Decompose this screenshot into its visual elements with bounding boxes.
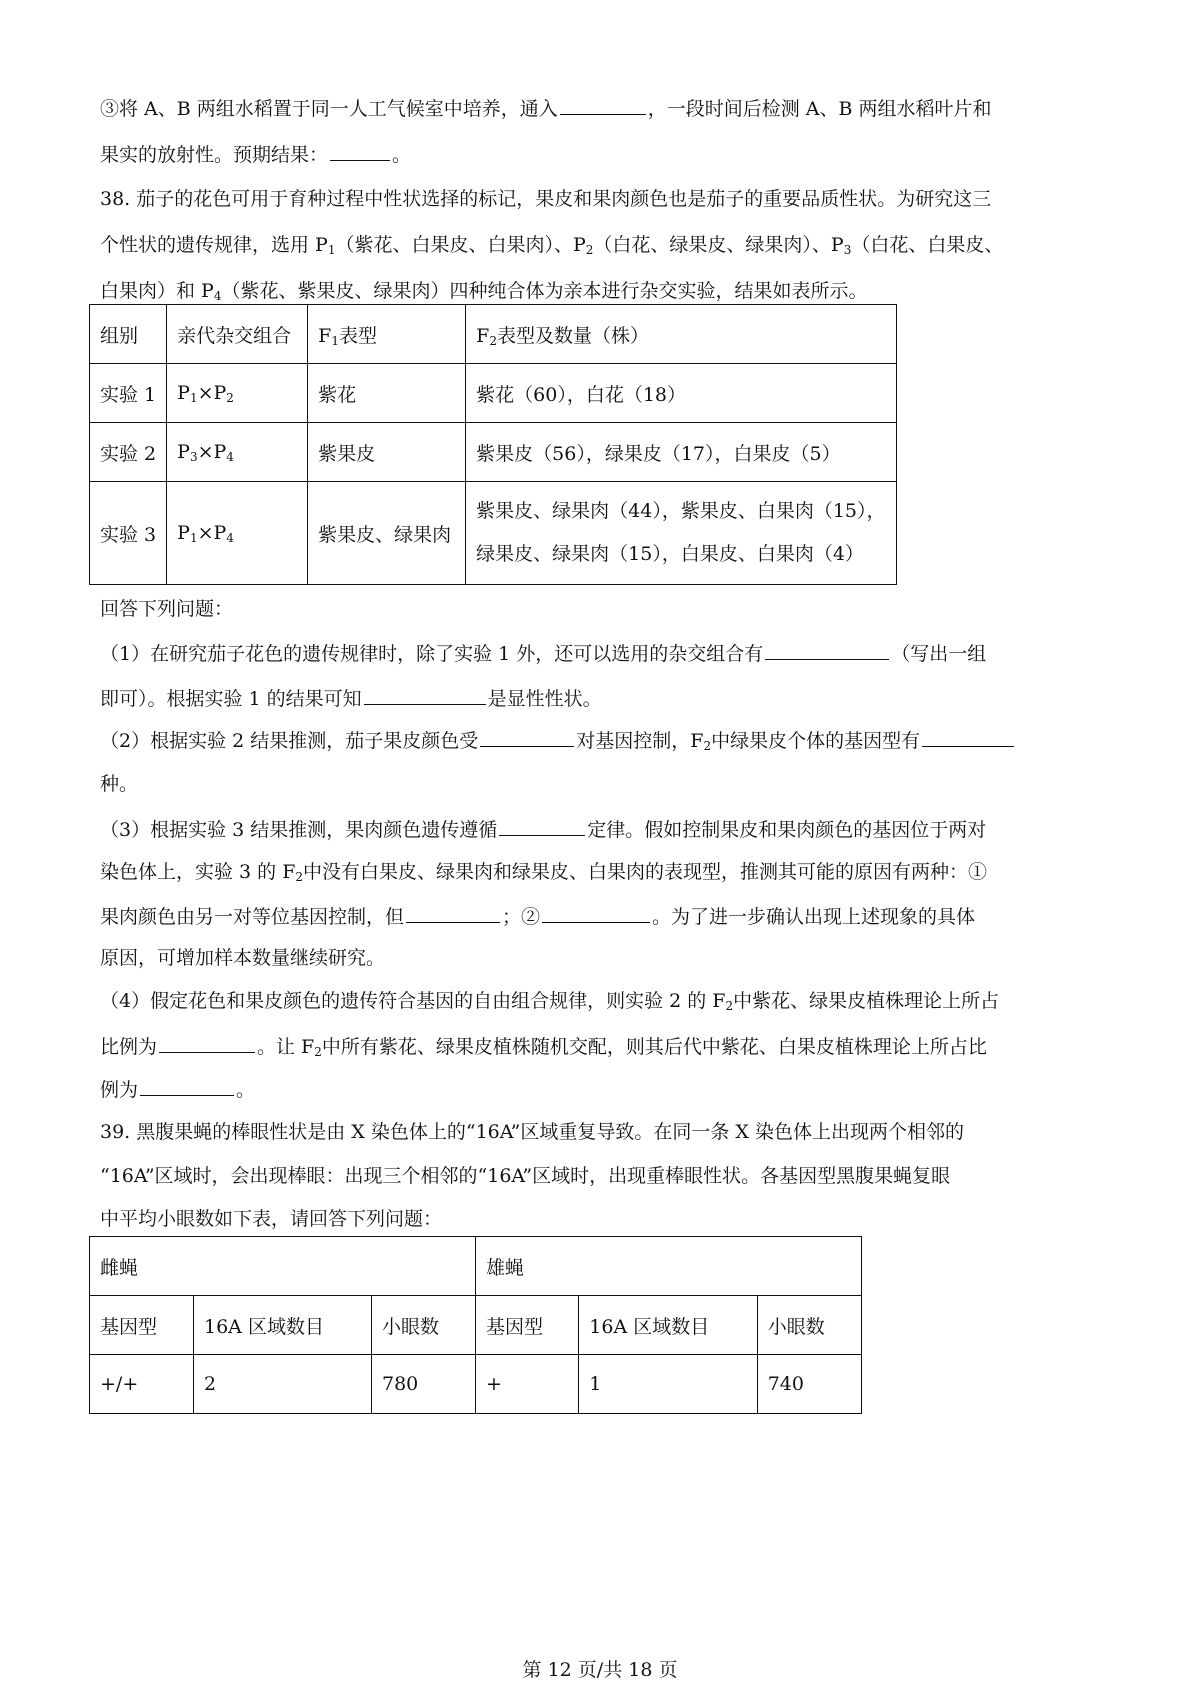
header-male: 雄蝇	[476, 1237, 862, 1296]
text: 绿果皮、绿果肉（15），白果皮、白果肉（4）	[476, 543, 864, 565]
subscript: 1	[331, 333, 339, 348]
q39-line-2	[100, 1164, 950, 1188]
cell-group: 实验 3	[90, 482, 167, 585]
header-genotype: 基因型	[476, 1296, 579, 1355]
text: 种。	[100, 773, 139, 795]
answer-blank[interactable]	[330, 141, 390, 161]
text: 39. 黑腹果蝇的棒眼性状是由 X 染色体上的“16A”区域重复导致。在同一条 X 染色体上出现两个相邻的	[100, 1121, 965, 1143]
subscript: 4	[213, 289, 222, 303]
text: P	[177, 522, 190, 544]
cell-cross	[167, 423, 308, 482]
q38-part4-line-1	[100, 989, 999, 1013]
q38-intro-line-3	[100, 279, 867, 303]
q38-intro-line-1	[100, 187, 991, 211]
text: （1）在研究茄子花色的遗传规律时，除了实验 1 外，还可以选用的杂交组合有	[100, 643, 764, 665]
text: P	[213, 382, 227, 404]
table-header-row	[90, 1237, 862, 1296]
subscript: 2	[703, 739, 712, 753]
q38-part3-line-4	[100, 946, 385, 970]
subscript: 2	[725, 999, 734, 1013]
q38-part3-line-2	[100, 860, 987, 884]
answer-blank[interactable]	[364, 685, 486, 705]
text: （紫花、紫果皮、绿果肉）四种纯合体为亲本进行杂交实验，结果如表所示。	[221, 280, 868, 302]
header-16a-count: 16A 区域数目	[579, 1296, 757, 1355]
answer-blank[interactable]	[560, 95, 646, 115]
q37-line-2	[100, 141, 411, 167]
text: （4）假定花色和果皮颜色的遗传符合基因的自由组合规律，则实验 2 的 F	[100, 990, 726, 1012]
text: P	[213, 522, 227, 544]
text: 果肉颜色由另一对等位基因控制，但	[100, 906, 405, 928]
text: 是显性性状。	[487, 688, 602, 710]
q38-part3-line-3	[100, 903, 975, 929]
table-subheader-row	[90, 1296, 862, 1355]
text: 中绿果皮个体的基因型有	[711, 730, 921, 752]
text: 中所有紫花、绿果皮植株随机交配，则其后代中紫花、白果皮植株理论上所占比	[321, 1036, 987, 1058]
cell-f1: 紫花	[308, 364, 466, 423]
text: P	[177, 441, 190, 463]
header-f1	[308, 305, 466, 364]
header-female: 雌蝇	[90, 1237, 476, 1296]
subscript: 4	[226, 531, 234, 545]
text: 染色体上，实验 3 的 F	[100, 861, 296, 883]
q38-part4-line-2	[100, 1033, 987, 1059]
header-eye-count: 小眼数	[757, 1296, 861, 1355]
text: 即可）。根据实验 1 的结果可知	[100, 688, 362, 710]
text: （白花、绿果皮、绿果肉）、P	[593, 234, 844, 256]
text: 果实的放射性。预期结果：	[100, 144, 329, 166]
text: F	[318, 324, 332, 347]
text: P	[213, 441, 227, 463]
header-eye-count: 小眼数	[372, 1296, 476, 1355]
text: 原因，可增加样本数量继续研究。	[100, 947, 386, 969]
answer-prompt	[100, 597, 233, 621]
header-16a-count: 16A 区域数目	[194, 1296, 372, 1355]
text: ×	[197, 382, 214, 404]
answer-blank[interactable]	[140, 1076, 234, 1096]
q38-intro-line-2	[100, 233, 1003, 257]
text: ×	[197, 441, 214, 463]
cell-16a-count: 1	[579, 1355, 757, 1414]
subscript: 3	[189, 450, 198, 464]
subscript: 4	[226, 450, 234, 464]
q37-line-1	[100, 95, 992, 121]
subscript: 1	[189, 531, 198, 545]
text: P	[177, 382, 190, 404]
cell-eye-count: 740	[757, 1355, 861, 1414]
q39-eye-count-table	[89, 1236, 862, 1414]
q39-line-1	[100, 1120, 964, 1144]
text: 紫果皮、绿果肉（44），紫果皮、白果肉（15），	[476, 500, 886, 522]
answer-blank[interactable]	[480, 727, 574, 747]
q38-part1-line-1	[100, 640, 986, 666]
text: 中紫花、绿果皮植株理论上所占	[733, 990, 1000, 1012]
text: 。为了进一步确认出现上述现象的具体	[652, 906, 976, 928]
table-row	[90, 482, 897, 585]
answer-blank[interactable]	[542, 903, 650, 923]
cell-f2	[466, 482, 897, 585]
table-row	[90, 423, 897, 482]
subscript: 1	[327, 243, 336, 257]
text: 中平均小眼数如下表，请回答下列问题：	[100, 1208, 443, 1230]
text: 比例为	[100, 1036, 158, 1058]
text: 表型及数量（株）	[496, 324, 649, 347]
text: 。	[392, 144, 412, 166]
answer-blank[interactable]	[159, 1033, 255, 1053]
q38-part4-line-3	[100, 1076, 255, 1102]
subscript: 3	[843, 243, 852, 257]
text: ，一段时间后检测 A、B 两组水稻叶片和	[647, 98, 992, 120]
q38-part2-line-2	[100, 772, 138, 796]
text: （3）根据实验 3 结果推测，果肉颜色遗传遵循	[100, 819, 498, 841]
cell-cross	[167, 364, 308, 423]
text: （2）根据实验 2 结果推测，茄子果皮颜色受	[100, 730, 479, 752]
answer-blank[interactable]	[765, 640, 889, 660]
text: 。让 F	[257, 1036, 315, 1058]
text: 。	[236, 1079, 256, 1101]
subscript: 2	[489, 333, 497, 348]
text: 38. 茄子的花色可用于育种过程中性状选择的标记，果皮和果肉颜色也是茄子的重要品质性状。为研究这三	[100, 188, 992, 210]
header-genotype: 基因型	[90, 1296, 194, 1355]
text: 表型	[338, 324, 377, 347]
cell-f1: 紫果皮、绿果肉	[308, 482, 466, 585]
cell-group: 实验 2	[90, 423, 167, 482]
text: F	[476, 324, 490, 347]
answer-blank[interactable]	[406, 903, 500, 923]
text: 定律。假如控制果皮和果肉颜色的基因位于两对	[587, 819, 987, 841]
text: 个性状的遗传规律，选用 P	[100, 234, 328, 256]
subscript: 2	[295, 870, 304, 884]
q38-part2-line-1	[100, 727, 1016, 753]
cell-group: 实验 1	[90, 364, 167, 423]
header-cross: 亲代杂交组合	[167, 305, 308, 364]
table-header-row	[90, 305, 897, 364]
text: 白果肉）和 P	[100, 280, 214, 302]
q38-part3-line-1	[100, 816, 986, 842]
cell-16a-count: 2	[194, 1355, 372, 1414]
table-row	[90, 364, 897, 423]
cell-genotype: +/+	[90, 1355, 194, 1414]
header-f2	[466, 305, 897, 364]
text: （紫花、白果皮、白果肉）、P	[335, 234, 586, 256]
text: 回答下列问题：	[100, 598, 234, 620]
q38-part1-line-2	[100, 685, 602, 711]
text: ③将 A、B 两组水稻置于同一人工气候室中培养，通入	[100, 98, 558, 120]
q39-line-3	[100, 1207, 442, 1231]
text: ×	[197, 522, 214, 544]
text: 中没有白果皮、绿果肉和绿果皮、白果肉的表现型，推测其可能的原因有两种：①	[303, 861, 988, 883]
text: （白花、白果皮、	[851, 234, 1004, 256]
table-row	[90, 1355, 862, 1414]
answer-blank[interactable]	[499, 816, 585, 836]
subscript: 2	[585, 243, 594, 257]
page-footer: 第 12 页/共 18 页	[522, 1659, 678, 1681]
cell-f2: 紫果皮（56），绿果皮（17），白果皮（5）	[466, 423, 897, 482]
text: “16A”区域时，会出现棒眼：出现三个相邻的“16A”区域时，出现重棒眼性状。各基因型黑腹果蝇复眼	[100, 1165, 951, 1187]
header-group: 组别	[90, 305, 167, 364]
cell-cross	[167, 482, 308, 585]
cell-f1: 紫果皮	[308, 423, 466, 482]
cell-f2: 紫花（60），白花（18）	[466, 364, 897, 423]
text: 对基因控制，F	[576, 730, 704, 752]
subscript: 2	[314, 1045, 322, 1059]
subscript: 1	[189, 391, 198, 405]
text: ；②	[502, 906, 541, 928]
cell-genotype: +	[476, 1355, 579, 1414]
text: 例为	[100, 1079, 139, 1101]
answer-blank[interactable]	[922, 727, 1014, 747]
q38-results-table	[89, 304, 897, 585]
cell-eye-count: 780	[372, 1355, 476, 1414]
subscript: 2	[226, 391, 234, 405]
text: （写出一组	[891, 643, 987, 665]
